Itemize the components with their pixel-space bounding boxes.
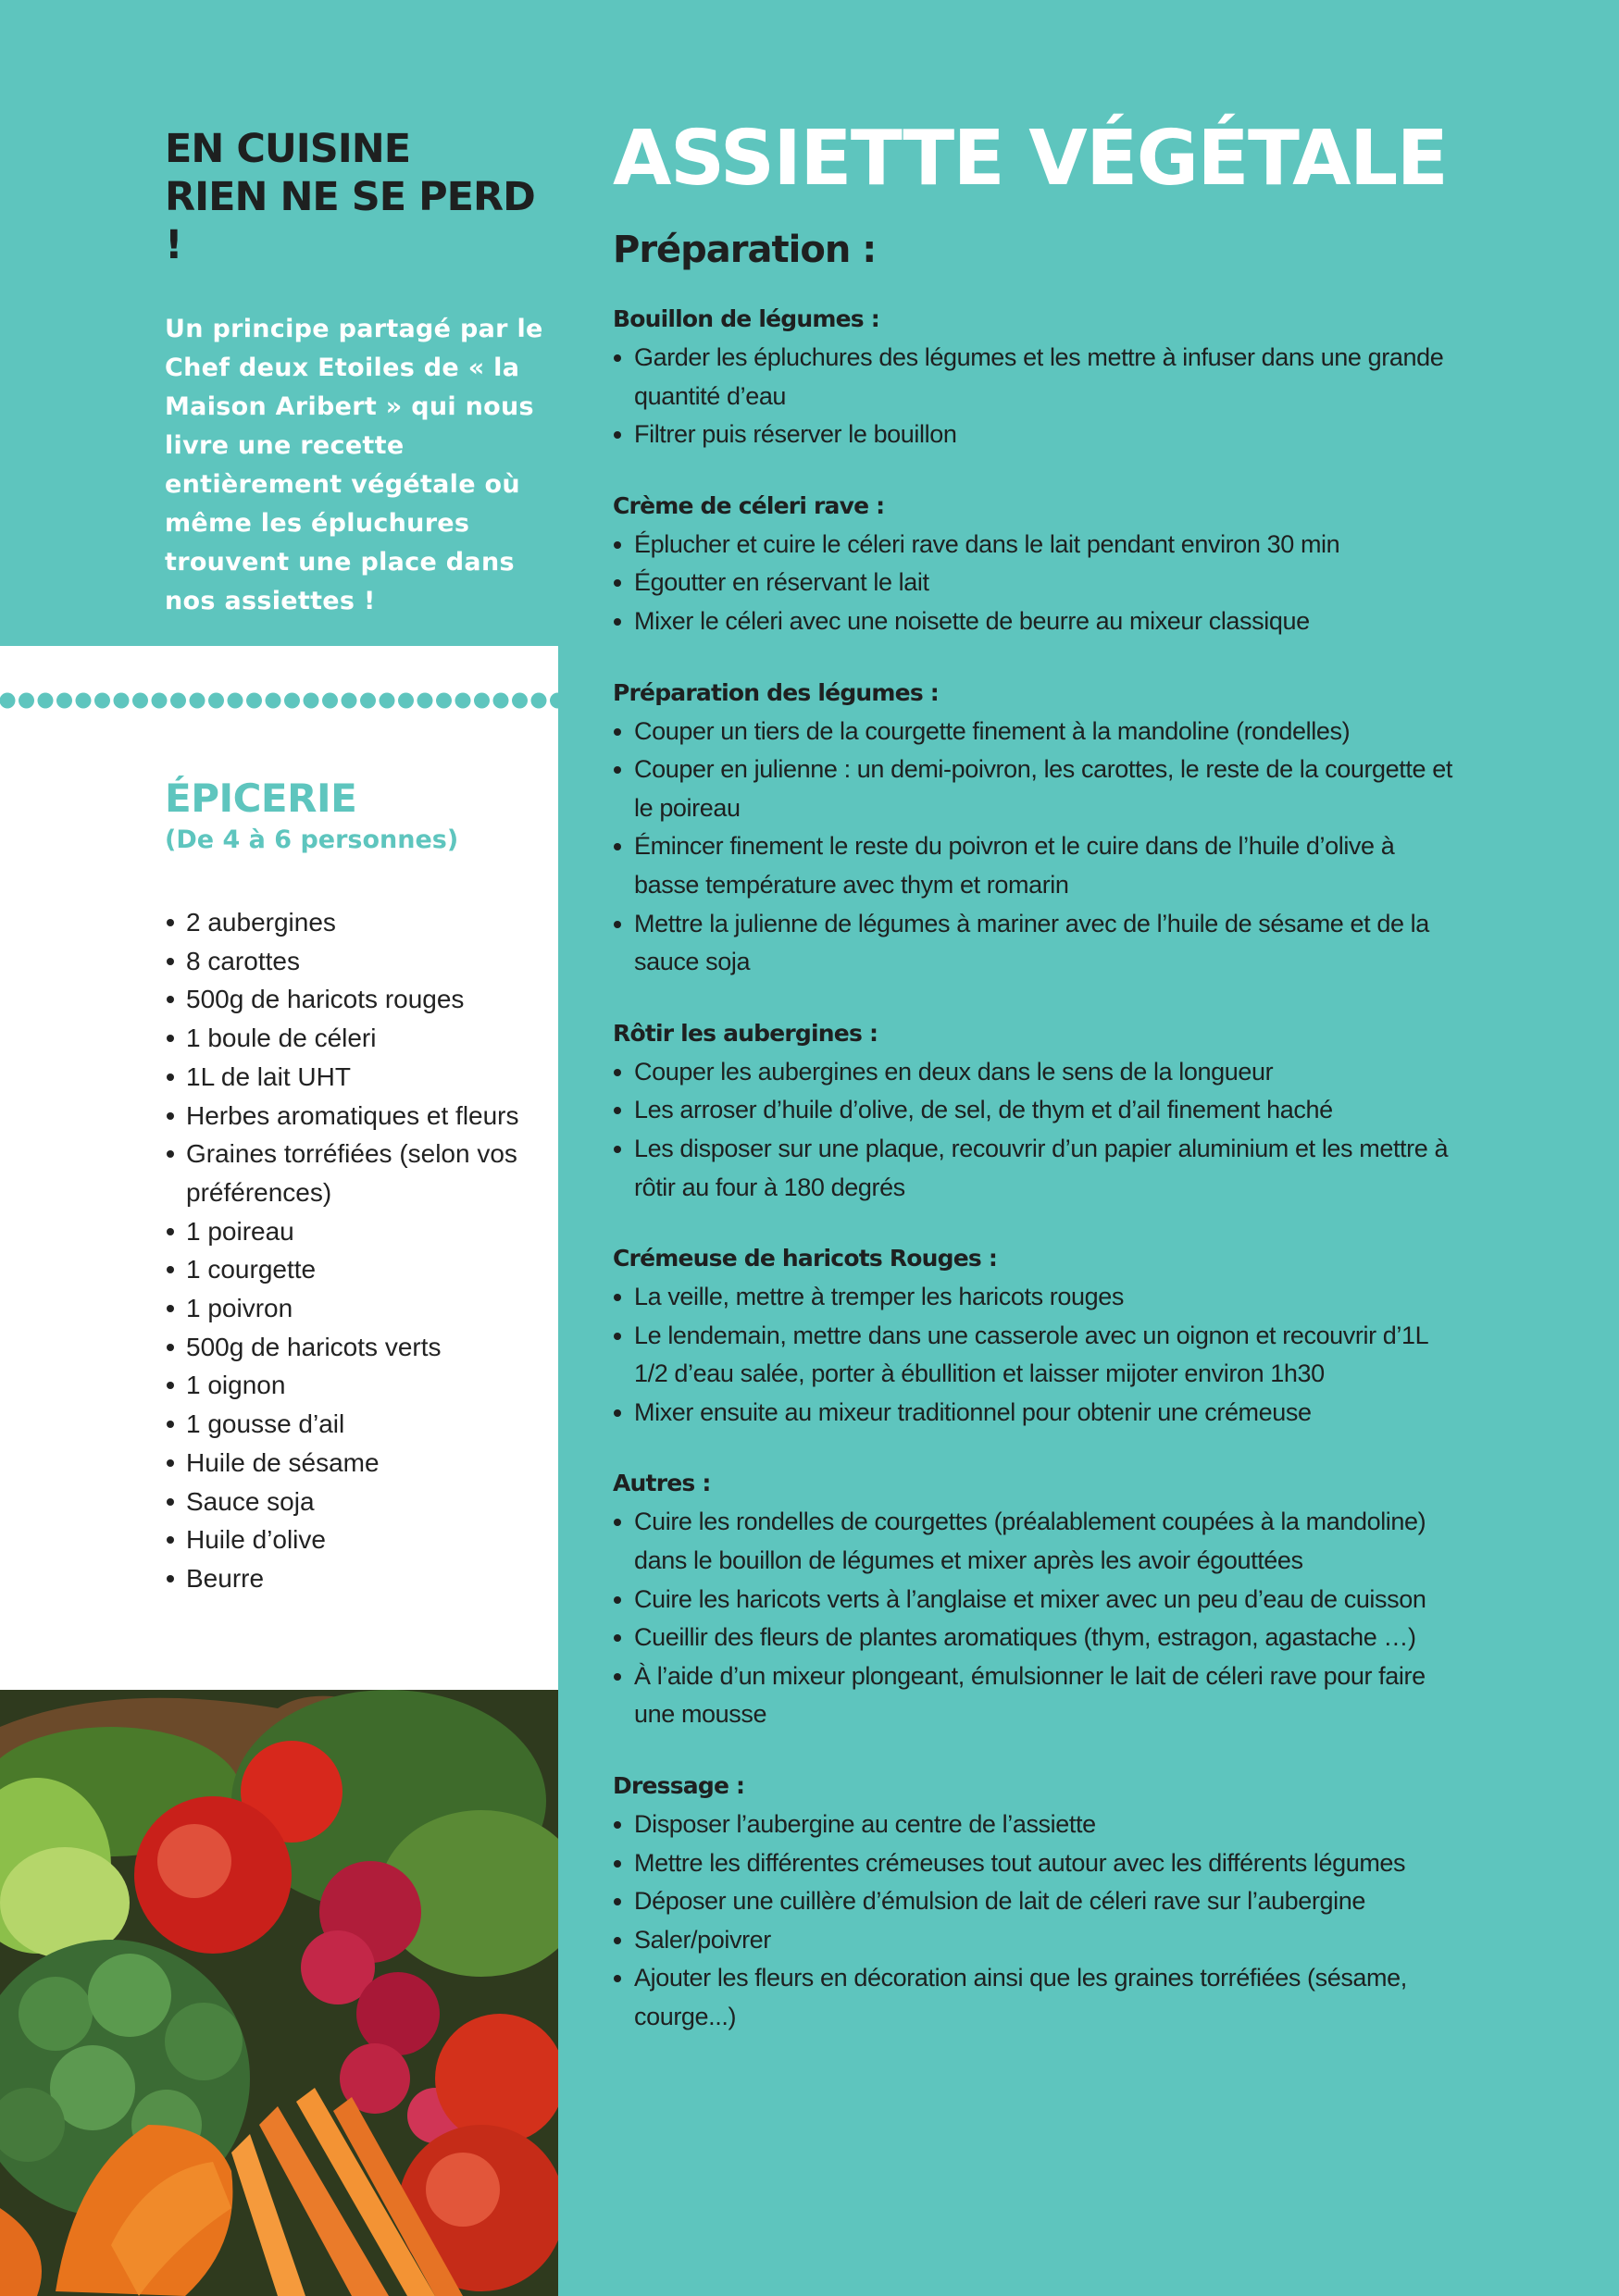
section-title: Autres :	[613, 1470, 711, 1497]
divider-dot	[398, 693, 414, 709]
ingredient-item: 1L de lait UHT	[165, 1058, 535, 1097]
divider-dot	[114, 693, 130, 709]
intro-title-line1: EN CUISINE	[165, 126, 411, 172]
section-title: Dressage :	[613, 1772, 745, 1800]
section-title: Rôtir les aubergines :	[613, 1019, 878, 1047]
step-item: Les disposer sur une plaque, recouvrir d’un papier aluminium et les mettre à rôtir au four à 180 degrés	[613, 1130, 1455, 1207]
divider-dot	[531, 693, 547, 709]
divider-dot	[550, 693, 558, 709]
divider-dot	[474, 693, 490, 709]
intro-title-line2: RIEN NE SE PERD !	[165, 174, 535, 268]
ingredient-item: Beurre	[165, 1559, 535, 1598]
section-steps	[613, 1806, 1455, 2037]
step-item: Ajouter les fleurs en décoration ainsi que les graines torréfiées (sésame, courge...)	[613, 1959, 1455, 2036]
step-item: Cuire les haricots verts à l’anglaise et mixer avec un peu d’eau de cuisson	[613, 1581, 1455, 1620]
step-item: Couper un tiers de la courgette finement à la mandoline (rondelles)	[613, 713, 1455, 751]
ingredient-item: 2 aubergines	[165, 903, 535, 942]
dotted-divider	[0, 690, 558, 711]
step-item: Mettre les différentes crémeuses tout autour avec les différents légumes	[613, 1844, 1455, 1883]
recipe-section	[613, 1239, 1455, 1432]
ingredients-list	[165, 903, 535, 1598]
step-item: Le lendemain, mettre dans une casserole avec un oignon et recouvrir d’1L 1/2 d’eau salée, porter à ébullition et laisser mijoter environ 1h30	[613, 1317, 1455, 1394]
epicerie-block	[165, 776, 535, 1598]
section-steps	[613, 526, 1455, 641]
divider-dot	[380, 693, 395, 709]
step-item: Déposer une cuillère d’émulsion de lait de céleri rave sur l’aubergine	[613, 1882, 1455, 1921]
step-item: Émincer finement le reste du poivron et le cuire dans de l’huile d’olive à basse température avec thym et romarin	[613, 827, 1455, 904]
ingredient-item: Sauce soja	[165, 1483, 535, 1521]
step-item: La veille, mettre à tremper les haricots rouges	[613, 1278, 1455, 1317]
epicerie-title: ÉPICERIE	[165, 776, 357, 821]
divider-dot	[38, 693, 54, 709]
divider-dot	[493, 693, 509, 709]
section-title: Bouillon de légumes :	[613, 305, 879, 332]
preparation-heading: Préparation :	[613, 229, 877, 271]
ingredient-item: 500g de haricots verts	[165, 1328, 535, 1367]
divider-dot	[170, 693, 186, 709]
recipe-section	[613, 1014, 1455, 1207]
recipe-section	[613, 487, 1455, 641]
divider-dot	[455, 693, 471, 709]
divider-dot	[284, 693, 300, 709]
divider-dot	[436, 693, 452, 709]
ingredient-item: 500g de haricots rouges	[165, 980, 535, 1019]
recipe-title: ASSIETTE VÉGÉTALE	[613, 115, 1448, 203]
step-item: Les arroser d’huile d’olive, de sel, de thym et d’ail finement haché	[613, 1091, 1455, 1130]
intro-text: Un principe partagé par le Chef deux Etoiles de « la Maison Aribert » qui nous livre une recette entièrement végétale où même les épluchures trouvent une place dans nos assiettes !	[165, 315, 543, 615]
ingredient-item: 1 courgette	[165, 1250, 535, 1289]
epicerie-subtitle: (De 4 à 6 personnes)	[165, 825, 459, 854]
intro-title	[165, 125, 554, 269]
divider-dot	[246, 693, 262, 709]
divider-dot	[417, 693, 433, 709]
recipe-section	[613, 1464, 1455, 1734]
divider-dot	[152, 693, 168, 709]
step-item: Mettre la julienne de légumes à mariner avec de l’huile de sésame et de la sauce soja	[613, 905, 1455, 982]
step-item: Éplucher et cuire le céleri rave dans le lait pendant environ 30 min	[613, 526, 1455, 565]
ingredient-item: 1 poireau	[165, 1212, 535, 1251]
section-steps	[613, 1503, 1455, 1734]
ingredient-item: 1 oignon	[165, 1366, 535, 1405]
step-item: Filtrer puis réserver le bouillon	[613, 416, 1455, 454]
step-item: Couper les aubergines en deux dans le sens de la longueur	[613, 1053, 1455, 1092]
recipe-block	[613, 113, 1455, 2069]
divider-dot	[132, 693, 148, 709]
divider-dot	[0, 693, 16, 709]
step-item: À l’aide d’un mixeur plongeant, émulsionner le lait de céleri rave pour faire une mousse	[613, 1657, 1455, 1734]
divider-dot	[190, 693, 205, 709]
section-steps	[613, 1278, 1455, 1432]
ingredient-item: Herbes aromatiques et fleurs	[165, 1097, 535, 1136]
step-item: Disposer l’aubergine au centre de l’assiette	[613, 1806, 1455, 1844]
divider-dot	[342, 693, 357, 709]
section-title: Préparation des légumes :	[613, 678, 940, 706]
ingredient-item: 1 boule de céleri	[165, 1019, 535, 1058]
vegetables-illustration	[0, 1690, 558, 2296]
step-item: Saler/poivrer	[613, 1921, 1455, 1960]
divider-dot	[266, 693, 281, 709]
step-item: Égoutter en réservant le lait	[613, 564, 1455, 602]
vegetables-photo	[0, 1690, 558, 2296]
step-item: Cuire les rondelles de courgettes (préalablement coupées à la mandoline) dans le bouillon de légumes et mixer après les avoir égouttées	[613, 1503, 1455, 1580]
step-item: Mixer le céleri avec une noisette de beurre au mixeur classique	[613, 602, 1455, 641]
ingredient-item: Huile d’olive	[165, 1520, 535, 1559]
section-title: Crème de céleri rave :	[613, 491, 885, 519]
section-title: Crémeuse de haricots Rouges :	[613, 1245, 998, 1272]
divider-dot	[208, 693, 224, 709]
divider-dot	[56, 693, 72, 709]
section-steps	[613, 713, 1455, 982]
divider-dot	[512, 693, 528, 709]
section-steps	[613, 1053, 1455, 1207]
divider-dot	[322, 693, 338, 709]
divider-dot	[228, 693, 243, 709]
ingredient-item: 8 carottes	[165, 942, 535, 981]
step-item: Mixer ensuite au mixeur traditionnel pour obtenir une crémeuse	[613, 1394, 1455, 1433]
step-item: Garder les épluchures des légumes et les mettre à infuser dans une grande quantité d’eau	[613, 339, 1455, 416]
recipe-section	[613, 1767, 1455, 2037]
step-item: Couper en julienne : un demi-poivron, les carottes, le reste de la courgette et le poireau	[613, 751, 1455, 827]
divider-dot	[304, 693, 319, 709]
ingredient-item: Huile de sésame	[165, 1444, 535, 1483]
recipe-section	[613, 300, 1455, 454]
step-item: Cueillir des fleurs de plantes aromatiques (thym, estragon, agastache …)	[613, 1619, 1455, 1657]
recipe-section	[613, 674, 1455, 982]
section-steps	[613, 339, 1455, 454]
ingredient-item: 1 poivron	[165, 1289, 535, 1328]
intro-block	[165, 125, 554, 621]
ingredient-item: 1 gousse d’ail	[165, 1405, 535, 1444]
recipe-sections	[613, 300, 1455, 2037]
divider-dot	[360, 693, 376, 709]
ingredient-item: Graines torréfiées (selon vos préférences)	[165, 1135, 535, 1211]
divider-dot	[19, 693, 34, 709]
divider-dot	[94, 693, 110, 709]
divider-dot	[76, 693, 92, 709]
